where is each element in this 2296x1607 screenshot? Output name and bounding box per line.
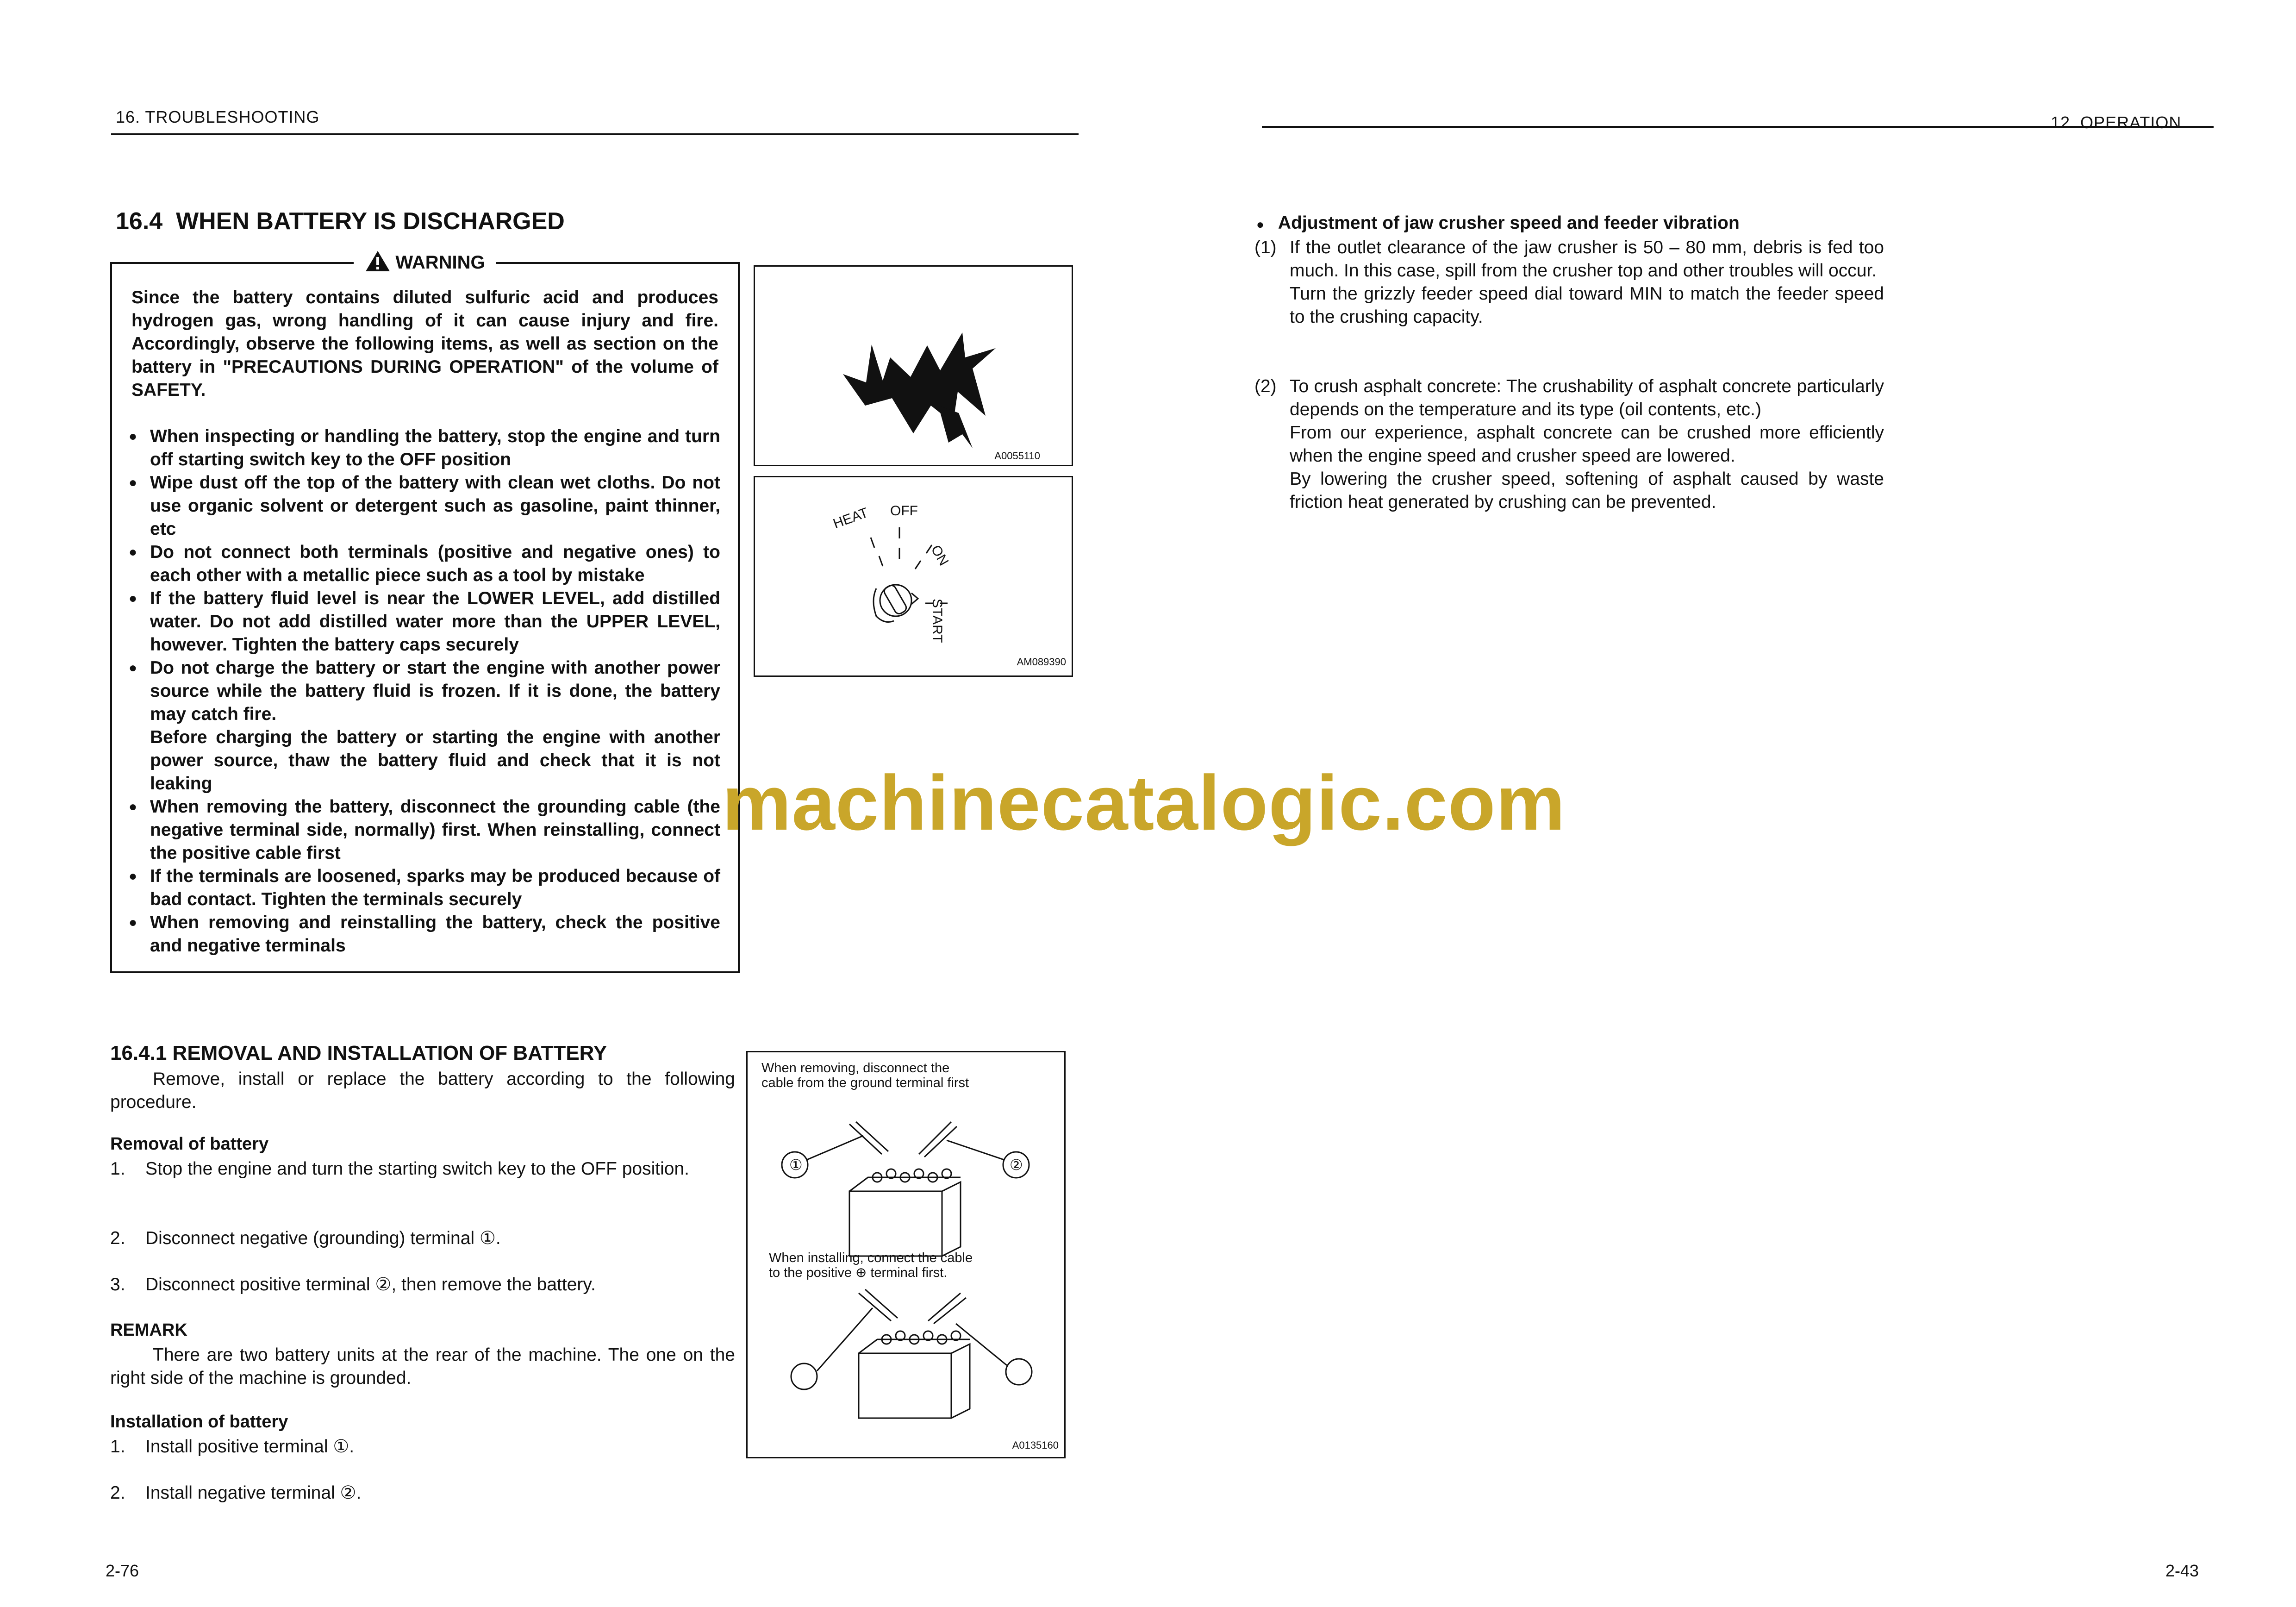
warning-item: ● When inspecting or handling the battery, stop the engine and turn off starting switch key to the OFF position	[128, 425, 720, 471]
step-text: Install negative terminal ②.	[145, 1483, 362, 1503]
on-label: ON	[928, 543, 952, 569]
section-title: 16.4 WHEN BATTERY IS DISCHARGED	[116, 208, 565, 235]
step-text: Install positive terminal ①.	[145, 1437, 355, 1457]
step-number: 3.	[110, 1275, 125, 1294]
explosion-figure	[754, 265, 1073, 466]
removing-note: When removing, disconnect the cable from the ground terminal first	[761, 1061, 969, 1090]
step-number: 2.	[110, 1483, 125, 1503]
warning-item: ● Do not connect both terminals (positive and negative ones) to each other with a metallic piece such as a tool by mistake	[128, 541, 720, 587]
key-switch-figure	[754, 476, 1073, 677]
figure-code: A0055110	[994, 450, 1040, 462]
bullet-icon: ●	[1256, 217, 1264, 231]
installation-heading: Installation of battery	[110, 1412, 288, 1432]
warning-list	[128, 425, 720, 957]
warning-box	[110, 252, 740, 973]
figure-code: A0135160	[1012, 1439, 1059, 1451]
warning-triangle-icon	[365, 250, 391, 272]
step-number: 1.	[110, 1159, 125, 1179]
bullet-heading-text: Adjustment of jaw crusher speed and feeder vibration	[1278, 213, 1740, 233]
removal-heading: Removal of battery	[110, 1134, 269, 1154]
figure-code: AM089390	[1017, 656, 1066, 668]
warning-intro: Since the battery contains diluted sulfuric acid and produces hydrogen gas, wrong handling of it can cause injury and fire. Accordingly, observe the following items, as well as section on the battery in "PRECAUTIONS DURING OPERATION" of the volume of SAFETY.	[131, 288, 718, 400]
item-text: If the outlet clearance of the jaw crusher is 50 – 80 mm, debris is fed too much. In this case, spill from the crusher top and other troubles will occur. Turn the grizzly feeder speed dial toward MIN to match the feeder speed to the crushing capacity.	[1290, 238, 1884, 327]
item-number: (1)	[1254, 238, 1277, 257]
item-text: To crush asphalt concrete: The crushability of asphalt concrete particularly depends on the temperature and its type (oil contents, etc.) From our experience, asphalt concrete can be crushed more efficiently when the engine speed and crusher speed are lowered. By lowering the crusher speed, softening of asphalt caused by waste friction heat generated by crushing can be prevented.	[1290, 376, 1884, 512]
step-text: Disconnect negative (grounding) terminal ①.	[145, 1228, 501, 1248]
warning-item: ● Do not charge the battery or start the engine with another power source while the battery fluid is frozen. If it is done, the battery may catch fire. Before charging the battery or starting the engine with another power source, thaw the battery fluid and check that it is not leaking	[128, 657, 720, 795]
step-number: 2.	[110, 1228, 125, 1248]
installing-note: When installing, connect the cable to the positive ⊕ terminal first.	[769, 1251, 973, 1280]
installation-step	[110, 1482, 735, 1505]
off-label: OFF	[890, 503, 918, 519]
right-item	[1254, 236, 1884, 329]
warning-item: ● Wipe dust off the top of the battery with clean wet cloths. Do not use organic solvent or detergent such as gasoline, paint thinner, etc	[128, 471, 720, 541]
subsection-intro: Remove, install or replace the battery according to the following procedure.	[110, 1069, 735, 1112]
right-page-header: 12. OPERATION	[2051, 113, 2182, 132]
step-text: Stop the engine and turn the starting switch key to the OFF position.	[145, 1159, 689, 1179]
battery-diagram	[748, 1052, 1067, 1460]
removal-step	[110, 1273, 735, 1296]
warning-item: ● When removing and reinstalling the battery, check the positive and negative terminals	[128, 911, 720, 957]
warning-header	[112, 250, 738, 273]
right-page-number: 2-43	[2165, 1561, 2199, 1580]
remark-text: There are two battery units at the rear of the machine. The one on the right side of the machine is grounded.	[110, 1345, 735, 1388]
battery-figure	[746, 1051, 1066, 1458]
removal-step	[110, 1157, 735, 1181]
step-number: 1.	[110, 1437, 125, 1457]
remark-heading: REMARK	[110, 1320, 187, 1340]
start-label: START	[930, 599, 945, 643]
warning-item: ● If the terminals are loosened, sparks may be produced because of bad contact. Tighten the terminals securely	[128, 865, 720, 911]
removal-step	[110, 1227, 735, 1250]
callout-1: ①	[789, 1157, 803, 1173]
item-number: (2)	[1254, 376, 1277, 396]
warning-label: WARNING	[395, 252, 485, 273]
watermark: machinecatalogic.com	[722, 759, 1566, 846]
left-header-rule	[111, 133, 1079, 135]
warning-item: ● If the battery fluid level is near the LOWER LEVEL, add distilled water. Do not add distilled water more than the UPPER LEVEL, however. Tighten the battery caps securely	[128, 587, 720, 657]
installation-step	[110, 1435, 735, 1458]
left-page-number: 2-76	[106, 1561, 139, 1580]
warning-item: ● When removing the battery, disconnect the grounding cable (the negative terminal side, normally) first. When reinstalling, connect the positive cable first	[128, 795, 720, 865]
heat-label: HEAT	[831, 505, 870, 532]
right-item	[1254, 375, 1884, 514]
callout-2: ②	[1010, 1157, 1023, 1173]
right-bullet-heading	[1256, 213, 1740, 233]
step-text: Disconnect positive terminal ②, then remove the battery.	[145, 1275, 596, 1294]
subsection-title: 16.4.1 REMOVAL AND INSTALLATION OF BATTERY	[110, 1042, 607, 1064]
explosion-icon	[755, 267, 1074, 468]
left-page-header: 16. TROUBLESHOOTING	[116, 107, 320, 126]
